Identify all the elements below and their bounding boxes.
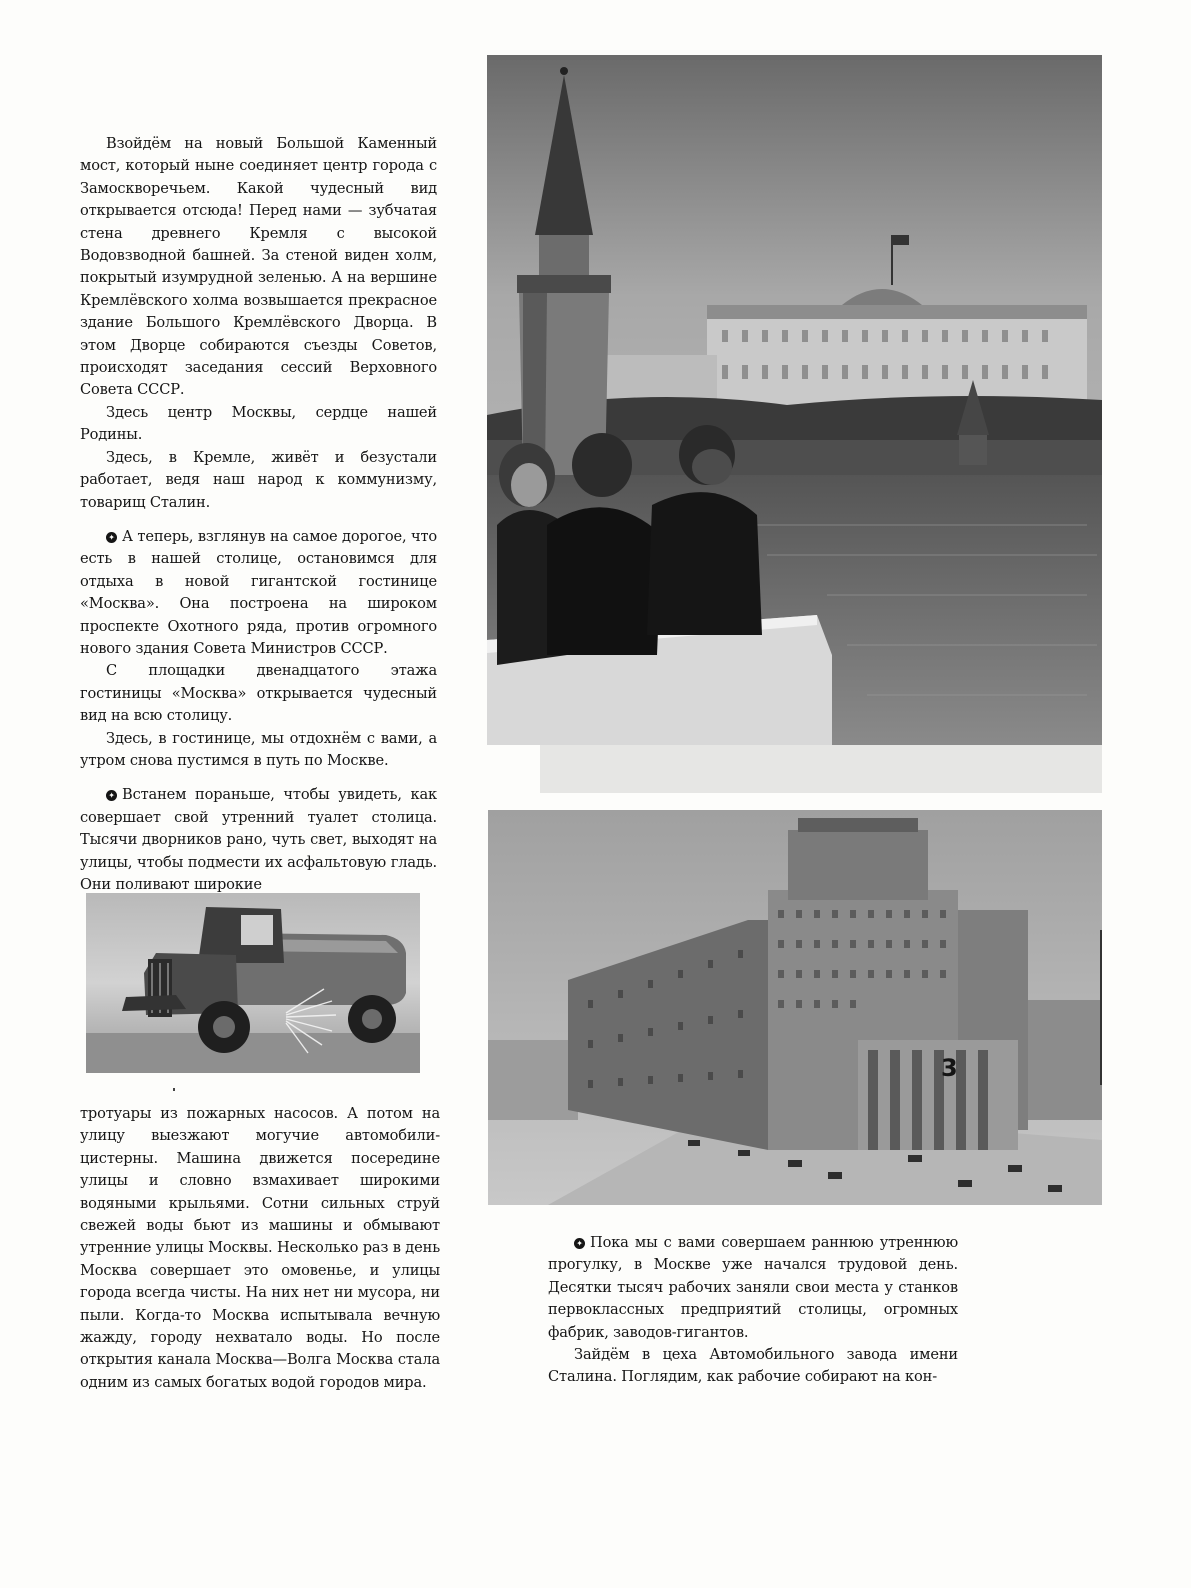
paragraph-stalin: Здесь, в Кремле, живёт и безустали работает, ведя наш народ к коммунизму, товарищ Сталин. bbox=[80, 448, 437, 511]
paragraph-watering: тротуары из пожарных насосов. А потом на улицу выезжают могучие автомобили-цистерны. Машина движется посередине улицы и словно взмахивает широкими водяными крыльями. Сотни сильных струй свежей воды бьют из машины и обмывают утренние улицы Москвы. Несколько раз в день Москва совершает это омовенье, и улицы города всегда чисты. На них нет ни мусора, ни пыли. Когда-то Москва испытывала вечную жажду, городу нехватало воды. Но после открытия канала Москва—Волга Москва стала одним из самых богатых водой городов мира. bbox=[80, 1105, 440, 1391]
star-bullet-icon bbox=[106, 790, 117, 801]
paragraph-morning: ✦Встанем пораньше, чтобы увидеть, как совершает свой утренний туалет столица. Тысячи дворников рано, чуть свет, выходят на улицы, чтобы подмести их асфальтовую гладь. Они поливают широкие bbox=[80, 784, 437, 896]
margin-rule bbox=[1100, 930, 1102, 1085]
paragraph-twelfth-floor: С площадки двенадцатого этажа гостиницы «Москва» открывается чудесный вид на всю столицу. bbox=[80, 662, 437, 725]
paragraph-heart: Здесь центр Москвы, сердце нашей Родины. bbox=[80, 403, 437, 444]
star-bullet-icon bbox=[106, 532, 117, 543]
paragraph-workday: ✦Пока мы с вами совершаем раннюю утреннюю прогулку, в Москве уже начался трудовой день. Десятки тысяч рабочих заняли свои места у станков первоклассных предприятий столицы, огромных фабрик, заводов-гигантов. bbox=[548, 1232, 958, 1344]
paragraph-rest: Здесь, в гостинице, мы отдохнём с вами, а утром снова пустимся в путь по Москве. bbox=[80, 729, 437, 769]
text-column-left-bottom bbox=[80, 1103, 440, 1394]
print-speck bbox=[173, 1088, 175, 1091]
paragraph-hotel: ✦А теперь, взглянув на самое дорогое, что есть в нашей столице, остановимся для отдыха в новой гигантской гостинице «Москва». Она построена на широком проспекте Охотного ряда, против огромного нового здания Совета Министров СССР. bbox=[80, 526, 437, 660]
text-column-left-top bbox=[80, 133, 437, 896]
paragraph-bridge: Взойдём на новый Большой Каменный мост, который ныне соединяет центр города с Замоскворечьем. Какой чудесный вид открывается отсюда! Перед нами — зубчатая стена древнего Кремля с высокой Водовзводной башней. За стеной виден холм, покрытый изумрудной зеленью. А на вершине Кремлёвского холма возвышается прекрасное здание Большого Кремлёвского Дворца. В этом Дворце собираются съезды Советов, происходят заседания сессий Верховного Совета СССР. bbox=[80, 135, 437, 399]
kremlin-photo bbox=[487, 55, 1102, 745]
text-column-right-bottom bbox=[548, 1232, 958, 1389]
watering-truck-photo bbox=[86, 893, 420, 1073]
star-bullet-icon bbox=[574, 1238, 585, 1249]
hotel-moskva-photo bbox=[488, 810, 1102, 1205]
paragraph-factory: Зайдём в цеха Автомобильного завода имени Сталина. Поглядим, как рабочие собирают на кон- bbox=[548, 1346, 958, 1386]
photo-separator-strip bbox=[540, 745, 1102, 793]
page-number: 3 bbox=[941, 1054, 958, 1082]
